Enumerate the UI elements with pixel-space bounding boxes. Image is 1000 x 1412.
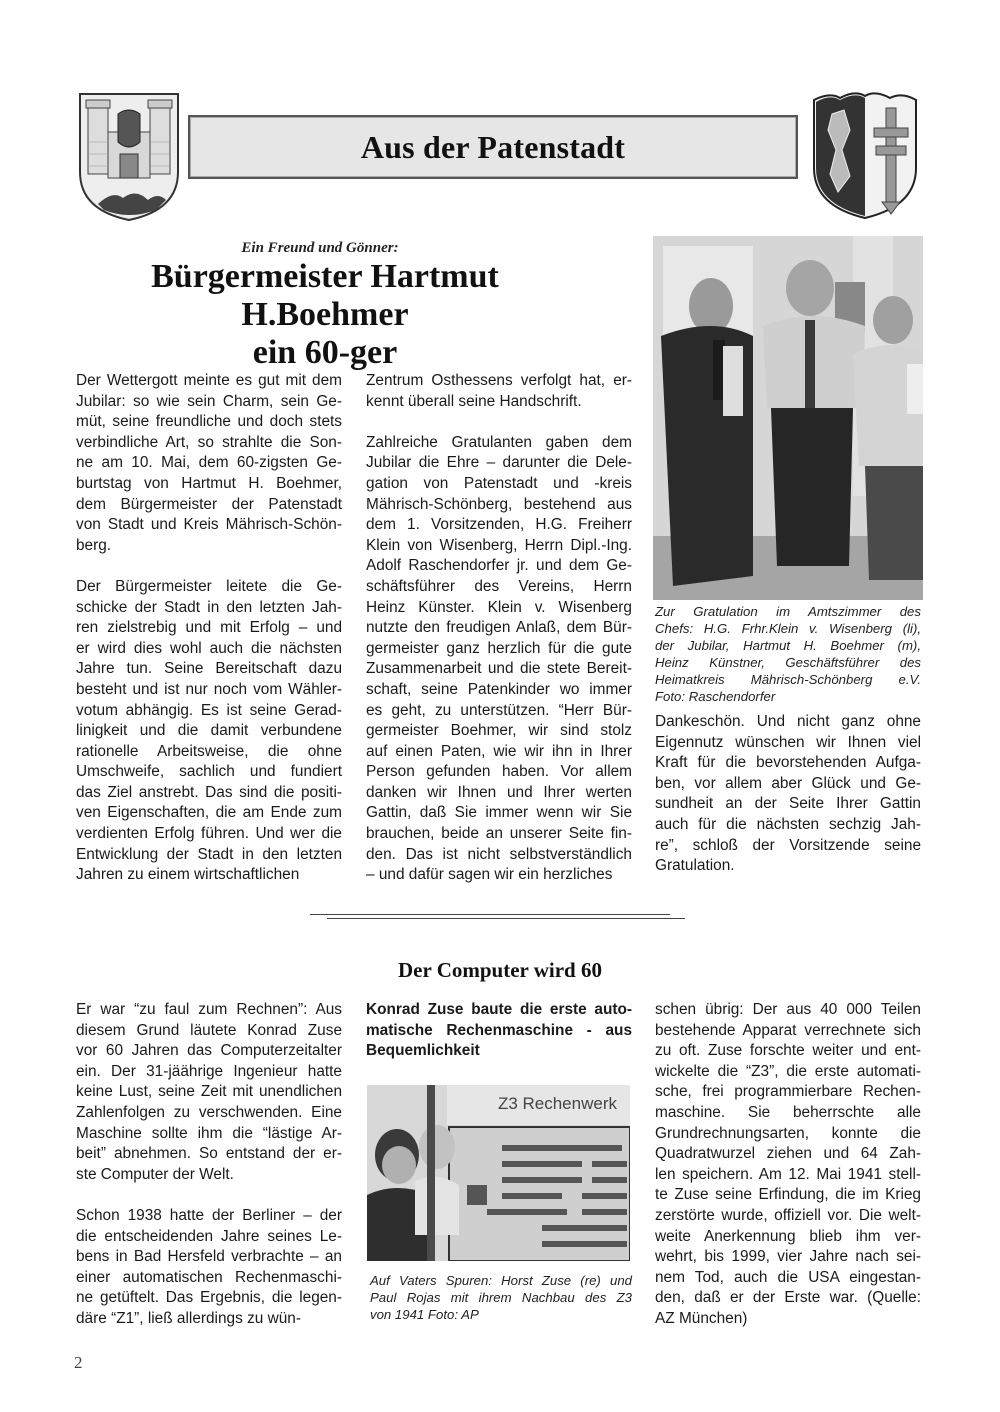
text-line: linigkeit und die damit verbundene [76, 722, 342, 740]
text-line: ben, vor allem aber Glück und Ge- [655, 774, 921, 792]
text-line: dem 1. Vorsitzenden, H.G. Freiherr [366, 516, 632, 534]
text-line: schicke der Stadt in den letzten Jah- [76, 598, 342, 616]
photo-caption [370, 1272, 632, 1323]
article-kicker: Ein Freund und Gönner: [241, 240, 399, 256]
paragraph-gap [366, 412, 632, 433]
text-line: maschine. Sie beherrschte alle [655, 1103, 921, 1121]
text-line: Jahren zu einem wirtschaftlichen [76, 866, 300, 884]
text-line: sche, frei programmierbare Rechen- [655, 1083, 921, 1101]
photo-sign-text: Z3 Rechenwerk [497, 1094, 617, 1113]
text-line: Paul Rojas mit ihrem Nachbau des Z3 [370, 1290, 632, 1305]
text-line: re”, schloß der Vorsitzende seine [655, 836, 921, 854]
text-line: ne am 10. Mai, dem 60-zigsten Ge- [76, 454, 342, 472]
article2-column-1 [76, 1000, 342, 1330]
text-line: es geht, zu unterstützen. “Herr Bür- [366, 701, 632, 719]
text-line: nutzte den freudigen Anlaß, dem Bür- [366, 619, 632, 637]
text-line: germeister Boehmer, wir sind stolz [366, 722, 632, 740]
text-line: wickelte die “Z3”, die erste automati- [655, 1062, 921, 1080]
text-line: – und dafür sagen wir ein herzliches [366, 866, 613, 884]
mayor-congratulation-photo [653, 236, 923, 600]
text-line: schäftsführer des Vereins, Herrn [366, 577, 632, 595]
text-line: ste Computer der Welt. [76, 1165, 234, 1183]
text-line: däre “Z1”, ließ allerdings zu wün- [76, 1309, 301, 1327]
text-line: matische Rechenmaschine - aus [366, 1021, 632, 1039]
article2-subheading [366, 1000, 632, 1062]
text-line: Eigennutz wünschen wir Ihnen viel [655, 733, 921, 751]
text-line: von 1941 Foto: AP [370, 1307, 479, 1322]
text-line: kennt überall seine Handschrift. [366, 392, 582, 410]
page-number: 2 [74, 1353, 83, 1372]
article2-column-3 [655, 1000, 921, 1330]
text-line: germeister ganz herzlich für die gute [366, 639, 632, 657]
text-line: Gratulation. [655, 857, 735, 875]
article-headline [90, 258, 560, 372]
text-line: Chefs: H.G. Frhr.Klein v. Wisenberg (li), [655, 621, 921, 636]
text-line: keine Lust, seine Zeit mit unendlichen [76, 1083, 342, 1101]
text-line: Konrad Zuse baute die erste auto- [366, 1001, 632, 1018]
text-line: len speichern. Am 12. Mai 1941 stell- [655, 1165, 921, 1183]
text-line: ven Eigenschaften, die am Ende zum [76, 804, 342, 822]
text-line: Zahlreiche Gratulanten gaben dem [366, 433, 632, 451]
text-line: den. Das ist nicht selbstverständlich [366, 845, 632, 863]
paragraph-gap [76, 556, 342, 577]
text-line: berg. [76, 536, 112, 554]
article1-column-2 [366, 371, 632, 886]
text-line: te Zuse seine Erfindung, die im Krieg [655, 1186, 921, 1204]
text-line: Er war “zu faul zum Rechnen”: Aus [76, 1001, 342, 1018]
text-line: Maschine sollte ihm die “lästige Ar- [76, 1124, 342, 1142]
z3-computer-photo [367, 1085, 630, 1261]
text-line: verdienten Erfolg führen. Und wer die [76, 825, 342, 843]
text-line: Heimatkreis Mährisch-Schönberg e.V. [655, 672, 921, 687]
text-line: Entwicklung der Stadt in den letzten [76, 845, 342, 863]
text-line: Mährisch-Schönberg, bestehend aus [366, 495, 632, 513]
text-line: müt, seine freundliche und doch stets [76, 413, 342, 431]
district-coat-of-arms-icon [810, 90, 920, 220]
text-line: wehrt, bis 1999, vier Jahre nach sei- [655, 1248, 921, 1266]
text-line: Jahre tun. Seine Bereitschaft dazu [76, 660, 342, 678]
text-line: burtstag von Hartmut H. Boehmer, [76, 474, 342, 492]
text-line: Person gefunden haben. Vor allem [366, 763, 632, 781]
text-line: votum abhängig. Es ist seine Gerad- [76, 701, 342, 719]
text-line: der Jubilar, Hartmut H. Boehmer (m), [655, 638, 921, 653]
text-line: Zusammenarbeit und die stete Bereit- [366, 660, 632, 678]
article2-title: Der Computer wird 60 [398, 958, 602, 982]
text-line: Zentrum Osthessens verfolgt hat, er- [366, 372, 632, 389]
headline-line: ein 60-ger [252, 334, 398, 371]
text-line: ne getüftelt. Das Ergebnis, die legen- [76, 1289, 342, 1307]
text-line: Gattin, daß Sie immer wenn wir Sie [366, 804, 632, 822]
text-line: weite Anerkennung blieb ihm ver- [655, 1227, 921, 1245]
paragraph-gap [76, 1185, 342, 1206]
text-line: auf einen Paten, wie wir ihn in Ihrer [366, 742, 632, 760]
text-line: Der Bürgermeister leitete die Ge- [76, 577, 342, 595]
text-line: Foto: Raschendorfer [655, 689, 776, 704]
text-line: sundheit an der Seite Ihrer Gattin [655, 795, 921, 813]
text-line: Der Wettergott meinte es gut mit dem [76, 372, 342, 389]
text-line: bestehende Apparat verrechnete sich [655, 1021, 921, 1039]
section-banner [188, 115, 798, 179]
text-line: danken wir Ihnen und Ihrer werten [366, 783, 632, 801]
text-line: Auf Vaters Spuren: Horst Zuse (re) und [370, 1273, 632, 1288]
text-line: Heinz Künster. Klein v. Wisenberg [366, 598, 632, 616]
text-line: beit” abnehmen. So entstand der er- [76, 1145, 342, 1163]
text-line: brauchen, beide an unserer Seite fin- [366, 825, 632, 843]
text-line: Zur Gratulation im Amtszimmer des [655, 604, 921, 619]
text-line: schaft, seine Patenkinder wo immer [366, 680, 632, 698]
section-divider [310, 914, 670, 915]
text-line: von Stadt und Kreis Mährisch-Schön- [76, 516, 342, 534]
text-line: das Ziel anstrebt. Das sind die positi- [76, 783, 342, 801]
text-line: nem Tod, auch die USA eingestan- [655, 1268, 921, 1286]
photo-caption [655, 603, 921, 705]
text-line: dem Bürgermeister der Patenstadt [76, 495, 342, 513]
text-line: bens in Bad Hersfeld verbrachte – an [76, 1248, 342, 1266]
text-line: Kraft für die bevorstehenden Aufga- [655, 754, 921, 772]
article1-column-1 [76, 371, 342, 886]
text-line: Jubilar die Ehre – darunter die Dele- [366, 454, 632, 472]
text-line: schen übrig: Der aus 40 000 Teilen [655, 1001, 921, 1018]
text-line: Bequemlichkeit [366, 1042, 480, 1060]
article1-column-3 [655, 712, 921, 877]
text-line: besteht und ist nur noch vom Wähler- [76, 680, 342, 698]
text-line: rationelle Arbeitsweise, die ohne [76, 742, 342, 760]
text-line: Grundrechnungsarten, konnte die [655, 1124, 921, 1142]
text-line: auch für die nächsten sechzig Jah- [655, 815, 921, 833]
text-line: zu oft. Zuse forschte weiter und ent- [655, 1042, 921, 1060]
text-line: den, daß er der Erste war. (Quelle: [655, 1289, 921, 1307]
text-line: Adolf Raschendorfer jr. und dem Ge- [366, 557, 632, 575]
text-line: Jubilar: so wie sein Charm, sein Ge- [76, 392, 342, 410]
headline-line: Bürgermeister Hartmut H.Boehmer [151, 258, 499, 333]
text-line: Heinz Künstner, Geschäftsführer des [655, 655, 921, 670]
text-line: Schon 1938 hatte der Berliner – der [76, 1206, 342, 1224]
text-line: vor 60 Jahren das Computerzeitalter [76, 1042, 342, 1060]
town-coat-of-arms-icon [78, 92, 180, 222]
text-line: Umschweife, sachlich und fundiert [76, 763, 342, 781]
text-line: verbindliche Art, so strahlte die Son- [76, 433, 342, 451]
section-divider [327, 918, 685, 919]
text-line: einer automatischen Rechenmaschi- [76, 1268, 342, 1286]
text-line: Klein von Wisenberg, Herrn Dipl.-Ing. [366, 536, 632, 554]
text-line: AZ München) [655, 1309, 748, 1327]
text-line: Quadratwurzel ziehen und 64 Zah- [655, 1145, 921, 1163]
text-line: diesem Grund läutete Konrad Zuse [76, 1021, 342, 1039]
section-banner-title: Aus der Patenstadt [360, 128, 626, 165]
text-line: Zahlenfolgen zu verschwenden. Eine [76, 1103, 342, 1121]
text-line: zerstörte wurde, offiziell vor. Die welt- [655, 1206, 921, 1224]
text-line: Dankeschön. Und nicht ganz ohne [655, 713, 921, 730]
text-line: ren zielstrebig und mit Erfolg – und [76, 619, 342, 637]
text-line: er wird dies wohl auch die nächsten [76, 639, 342, 657]
text-line: ein. Der 31-jäährige Ingenieur hatte [76, 1062, 342, 1080]
text-line: gation von Patenstadt und -kreis [366, 474, 632, 492]
text-line: die entscheidenden Jahre seines Le- [76, 1227, 342, 1245]
